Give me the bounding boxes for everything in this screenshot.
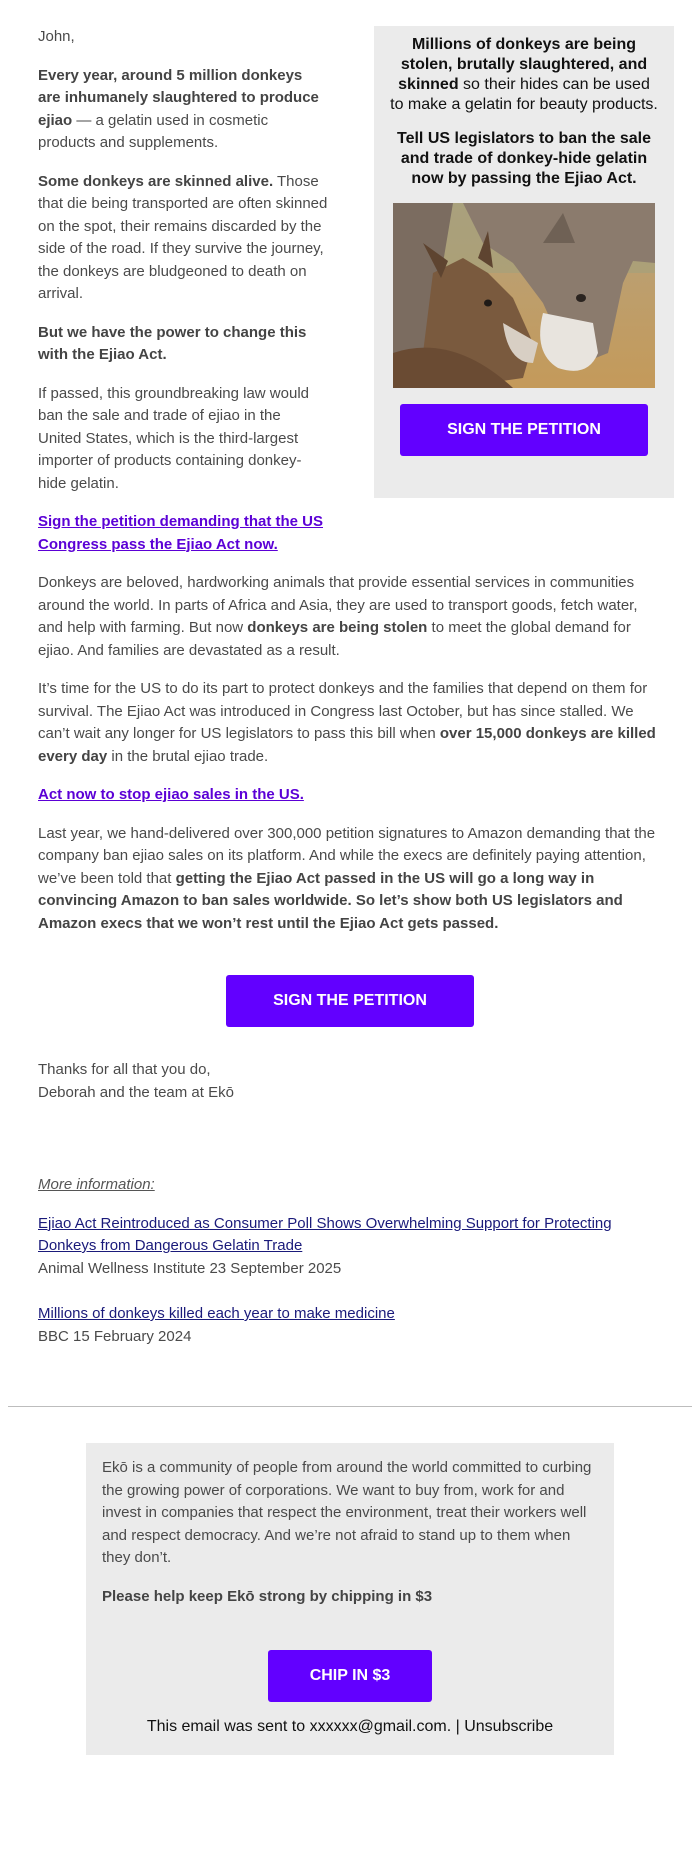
act-now-link[interactable]: Act now to stop ejiao sales in the US. [38, 786, 304, 803]
petition-link[interactable]: Sign the petition demanding that the US Congress pass the Ejiao Act now. [38, 513, 323, 553]
main-sign-petition-button[interactable]: SIGN THE PETITION [226, 975, 474, 1027]
body-p5-text-b: to meet the global demand for ejiao. And families are devastated as a result. [38, 619, 631, 659]
footer-email-note [102, 1718, 598, 1736]
signoff-line-2: Deborah and the team at Ekō [38, 1083, 234, 1101]
sidebar-sign-petition-button[interactable]: SIGN THE PETITION [400, 404, 648, 456]
intro-p2-bold: Some donkeys are skinned alive. [38, 172, 274, 190]
footer-about: Ekō is a community of people from around the world committed to curbing the growing power of corporations. We want to buy from, work for and invest in companies that respect the environment, treat their workers well and respect democracy. And we’re not afraid to stand up to them when they don’t. [102, 1459, 592, 1566]
footer-panel [86, 1443, 614, 1755]
body-paragraph-7 [38, 823, 662, 936]
intro-p1-text: — a gelatin used in cosmetic products and supplements. [38, 111, 269, 151]
footer-ask [102, 1586, 598, 1609]
intro-paragraph-2 [38, 171, 328, 306]
main-cta [38, 951, 662, 1059]
more-info-heading [38, 1174, 662, 1197]
sidebar-lead [390, 35, 658, 115]
intro-p1-bold: Every year, around 5 million donkeys are inhumanely slaughtered to produce ejiao [38, 66, 319, 129]
body-paragraph-6 [38, 678, 662, 768]
body-paragraph-5 [38, 572, 662, 662]
greeting: John, [38, 28, 75, 45]
footer-ask-text: Please help keep Ekō strong by chipping in $3 [102, 1587, 433, 1605]
sidebar-lead-bold: Millions of donkeys are being stolen, brutally slaughtered, and skinned [398, 36, 648, 93]
body-p7-bold: getting the Ejiao Act passed in the US will go a long way in convincing Amazon to ban sales worldwide. So let’s show both US legislators and Amazon execs that we won’t rest until the Ejiao Act gets passed. [38, 869, 623, 932]
body-p5-text-a: Donkeys are beloved, hardworking animals that provide essential services in communities around the world. In parts of Africa and Asia, they are used to transport goods, fetch water, and help with farming. But now [38, 574, 638, 636]
intro-p3-bold: But we have the power to change this with the Ejiao Act. [38, 323, 307, 363]
signoff-line-1: Thanks for all that you do, [38, 1061, 211, 1078]
reference-1-link[interactable]: Ejiao Act Reintroduced as Consumer Poll Shows Overwhelming Support for Protecting Donkeys from Dangerous Gelatin Trade [38, 1214, 612, 1254]
act-link-paragraph [38, 784, 662, 807]
signoff [38, 1059, 662, 1104]
intro-p2-text: Those that die being transported are often skinned on the spot, their remains discarded by the side of the road. If they survive the journey, the donkeys are bludgeoned to death on arrival. [38, 172, 328, 302]
sidebar-lead-text: so their hides can be used to make a gelatin for beauty products. [390, 76, 658, 113]
donkey-photo [393, 203, 655, 388]
reference-1 [38, 1213, 662, 1281]
reference-2 [38, 1303, 662, 1348]
petition-link-paragraph [38, 511, 328, 556]
main-body [0, 572, 700, 1348]
chip-in-button[interactable]: CHIP IN $3 [268, 1650, 432, 1702]
reference-2-source: BBC 15 February 2024 [38, 1327, 192, 1345]
intro-paragraph-4: If passed, this groundbreaking law would ban the sale and trade of ejiao in the United States, which is the third-largest importer of products containing donkey-hide gelatin. [38, 384, 309, 492]
reference-1-source: Animal Wellness Institute 23 September 2025 [38, 1259, 342, 1277]
sidebar-callout [374, 26, 674, 498]
sidebar-call [390, 129, 658, 189]
body-p6-text-b: in the brutal ejiao trade. [107, 747, 269, 765]
body-p6-bold: over 15,000 donkeys are killed every day [38, 725, 656, 765]
more-info-label: More information: [38, 1176, 155, 1193]
reference-2-link[interactable]: Millions of donkeys killed each year to make medicine [38, 1305, 395, 1322]
footer-divider [8, 1406, 692, 1407]
body-p5-bold: donkeys are being stolen [247, 619, 428, 636]
intro-section [0, 0, 700, 556]
body-p7-text: Last year, we hand-delivered over 300,000 petition signatures to Amazon demanding that the company ban ejiao sales on its platform. And while the execs are definitely paying attention, we’ve been told that [38, 824, 656, 887]
intro-paragraph-3 [38, 322, 328, 367]
footer-note-text: This email was sent to xxxxxx@gmail.com. | [146, 1718, 465, 1735]
body-p6-text-a: It’s time for the US to do its part to protect donkeys and the families that depend on them for survival. The Ejiao Act was introduced in Congress last October, but has since stalled. We can’t wait any longer for US legislators to pass this bill when [38, 680, 648, 742]
unsubscribe-link[interactable]: Unsubscribe [464, 1718, 554, 1735]
intro-paragraph-1 [38, 65, 328, 155]
intro-column [38, 26, 328, 556]
sidebar-call-text: Tell US legislators to ban the sale and trade of donkey-hide gelatin now by passing the Ejiao Act. [397, 130, 651, 187]
